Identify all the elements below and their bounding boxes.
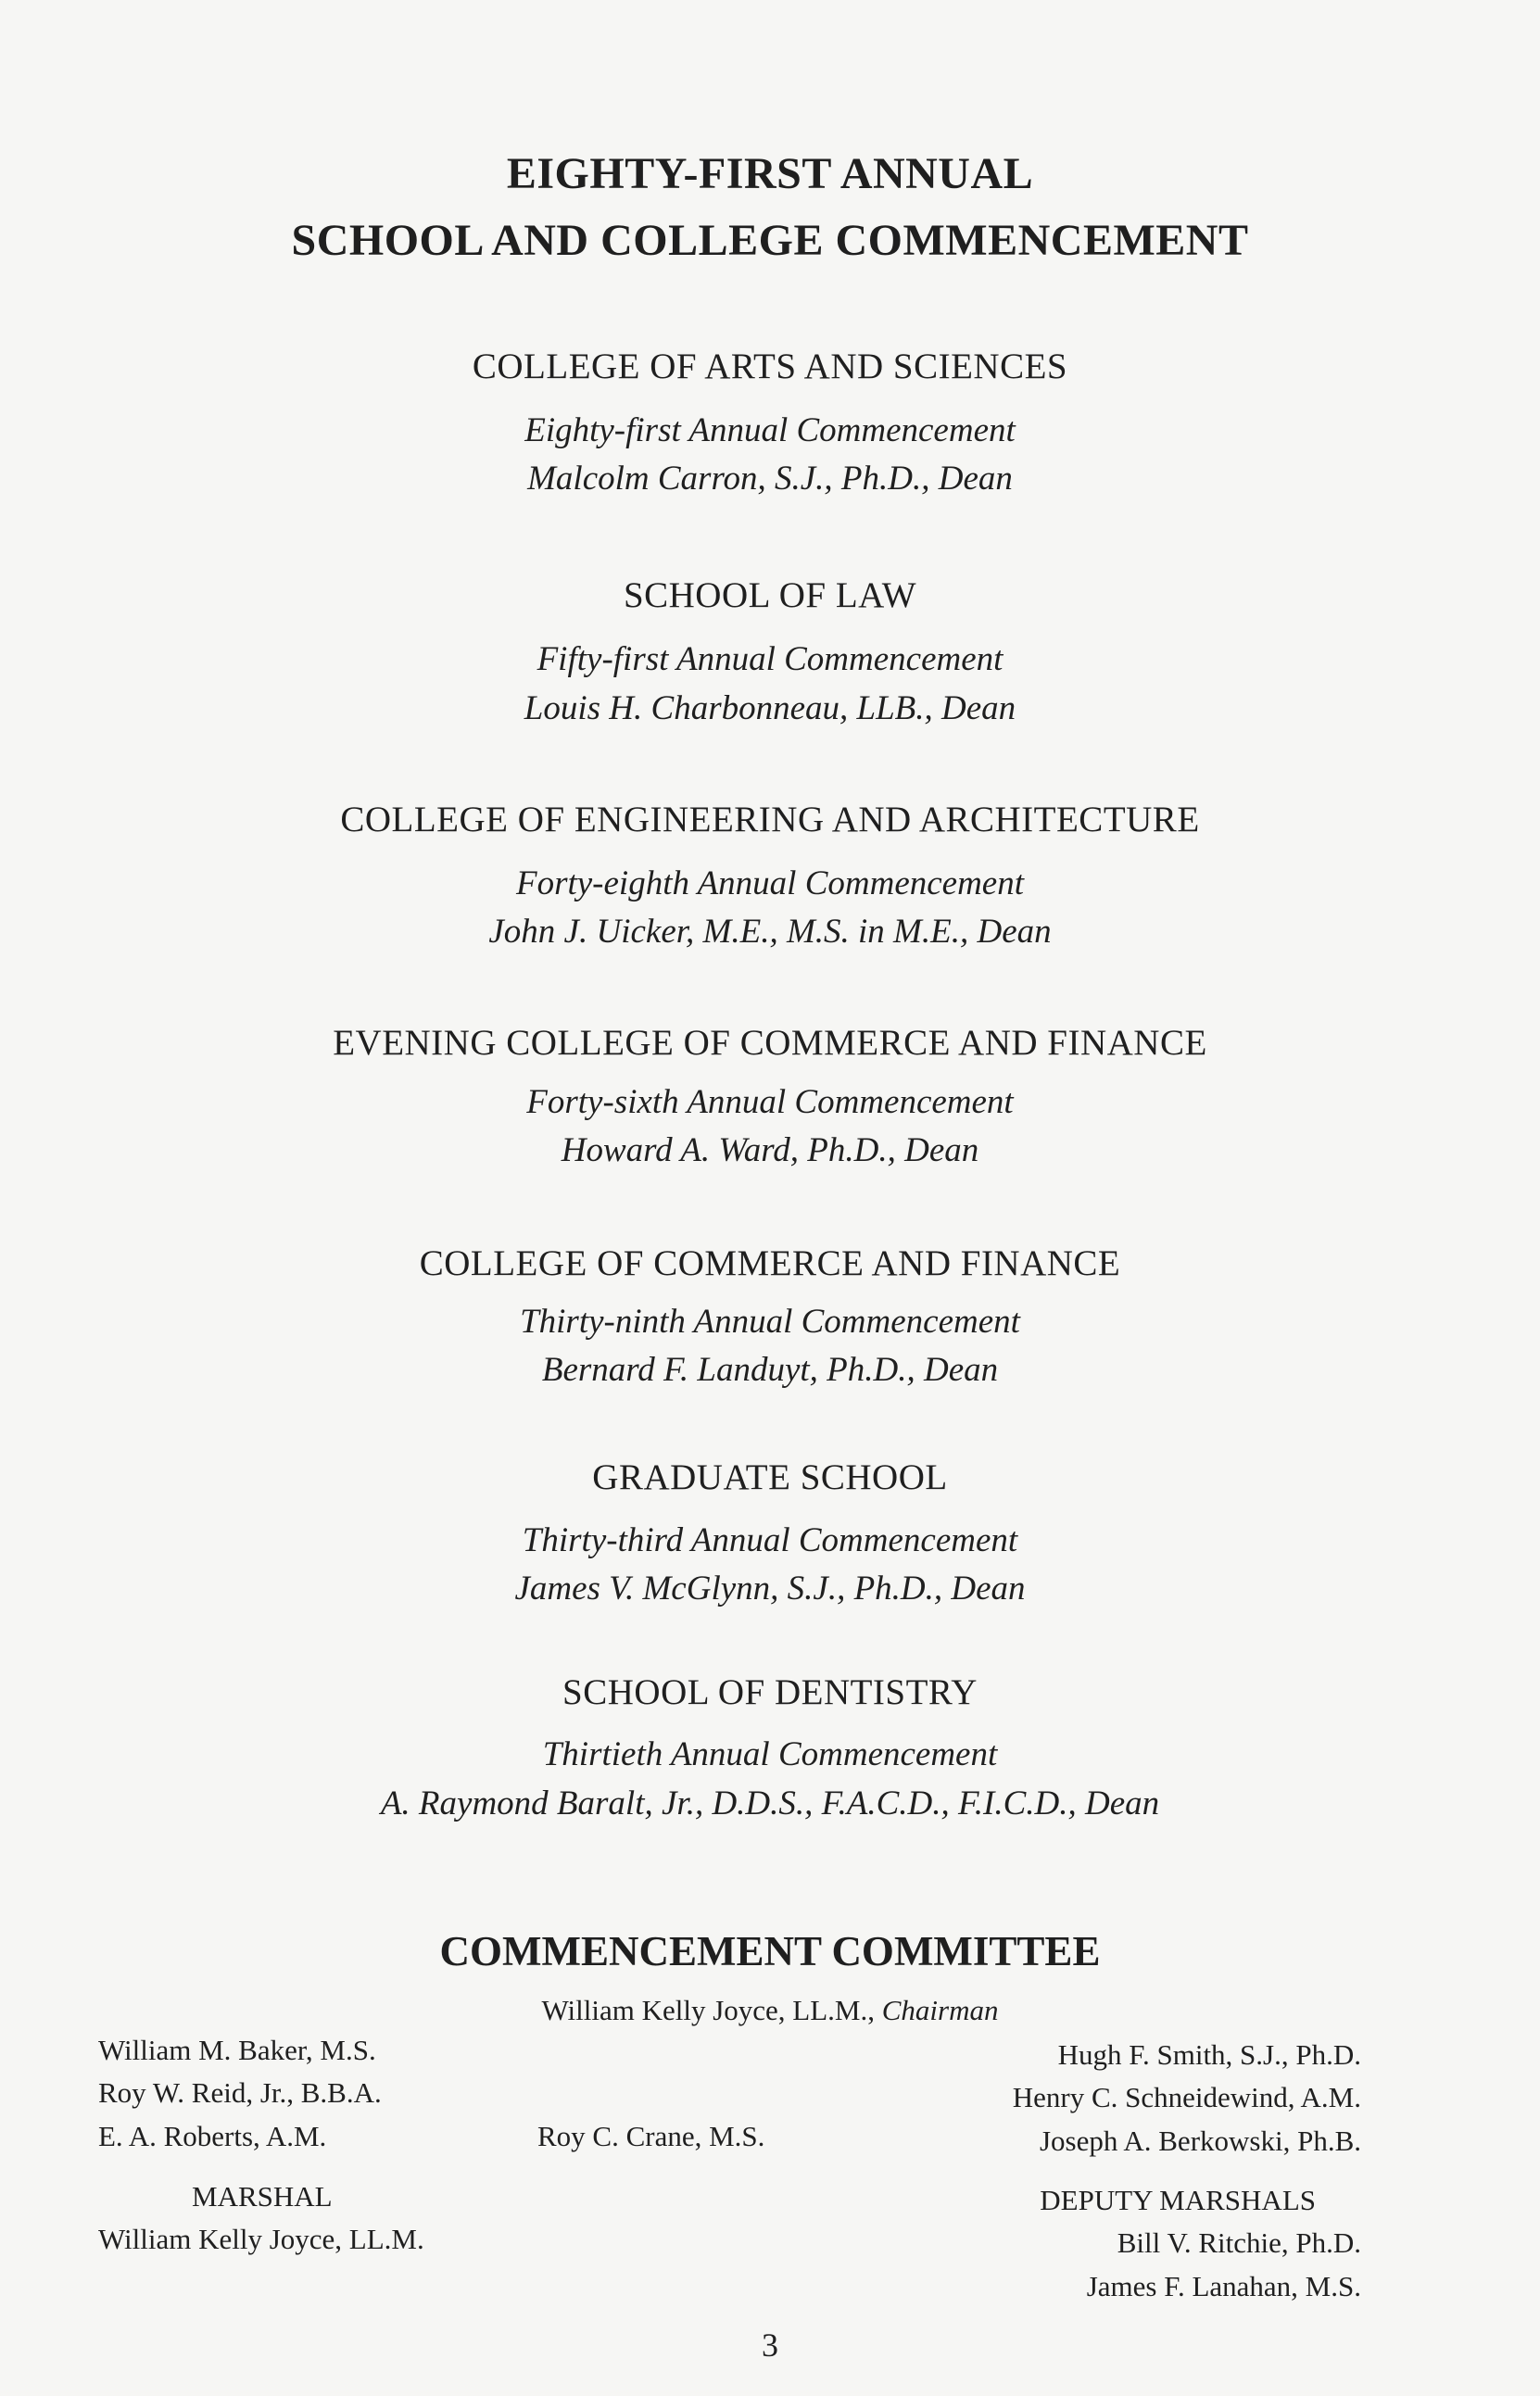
- committee-chairman: [0, 1994, 1540, 2027]
- school-dean: Louis H. Charbonneau, LLB., Dean: [524, 689, 1016, 727]
- page-number: 3: [762, 2327, 778, 2364]
- committee-title: COMMENCEMENT COMMITTEE: [439, 1928, 1101, 1974]
- school-dean: Bernard F. Landuyt, Ph.D., Dean: [541, 1351, 999, 1389]
- committee-member: William M. Baker, M.S.: [98, 2034, 376, 2066]
- school-commencement: Fifty-first Annual Commencement: [536, 640, 1004, 678]
- school-dean: Howard A. Ward, Ph.D., Dean: [561, 1131, 979, 1169]
- school-commencement: Thirtieth Annual Commencement: [542, 1735, 998, 1773]
- committee-member: E. A. Roberts, A.M.: [98, 2120, 327, 2152]
- school-commencement: Thirty-ninth Annual Commencement: [520, 1303, 1020, 1341]
- page-title-line-2: SCHOOL AND COLLEGE COMMENCEMENT: [291, 216, 1249, 265]
- marshal-title: MARSHAL: [192, 2180, 333, 2213]
- deputy-marshal-name: James F. Lanahan, M.S.: [1086, 2270, 1361, 2302]
- committee-member: Hugh F. Smith, S.J., Ph.D.: [1057, 2038, 1361, 2071]
- school-commencement: Forty-sixth Annual Commencement: [526, 1083, 1014, 1121]
- school-commencement: Eighty-first Annual Commencement: [524, 411, 1016, 449]
- school-dean: John J. Uicker, M.E., M.S. in M.E., Dean: [488, 913, 1052, 951]
- school-name: COLLEGE OF ENGINEERING AND ARCHITECTURE: [340, 800, 1200, 839]
- chairman-role: Chairman: [881, 1994, 999, 2026]
- school-name: GRADUATE SCHOOL: [592, 1457, 948, 1497]
- school-name: COLLEGE OF COMMERCE AND FINANCE: [419, 1243, 1121, 1283]
- committee-member: Roy C. Crane, M.S.: [537, 2120, 765, 2152]
- school-commencement: Forty-eighth Annual Commencement: [515, 864, 1025, 902]
- school-dean: Malcolm Carron, S.J., Ph.D., Dean: [527, 460, 1013, 498]
- school-name: COLLEGE OF ARTS AND SCIENCES: [472, 347, 1068, 386]
- committee-member: Henry C. Schneidewind, A.M.: [1012, 2081, 1361, 2113]
- school-commencement: Thirty-third Annual Commencement: [522, 1521, 1018, 1559]
- school-dean: A. Raymond Baralt, Jr., D.D.S., F.A.C.D., F.I.C.D., Dean: [380, 1784, 1160, 1822]
- page-title-line-1: EIGHTY-FIRST ANNUAL: [506, 149, 1034, 198]
- school-name: SCHOOL OF LAW: [623, 575, 917, 615]
- committee-member: Roy W. Reid, Jr., B.B.A.: [98, 2076, 382, 2109]
- committee-member: Joseph A. Berkowski, Ph.B.: [1039, 2125, 1361, 2157]
- school-dean: James V. McGlynn, S.J., Ph.D., Dean: [514, 1570, 1026, 1608]
- chairman-name: William Kelly Joyce, LL.M.,: [541, 1994, 875, 2026]
- marshal-name: William Kelly Joyce, LL.M.: [98, 2223, 424, 2255]
- school-name: SCHOOL OF DENTISTRY: [562, 1672, 978, 1712]
- deputy-marshal-name: Bill V. Ritchie, Ph.D.: [1117, 2226, 1361, 2259]
- deputy-marshals-title: DEPUTY MARSHALS: [1040, 2184, 1316, 2216]
- school-name: EVENING COLLEGE OF COMMERCE AND FINANCE: [333, 1023, 1207, 1063]
